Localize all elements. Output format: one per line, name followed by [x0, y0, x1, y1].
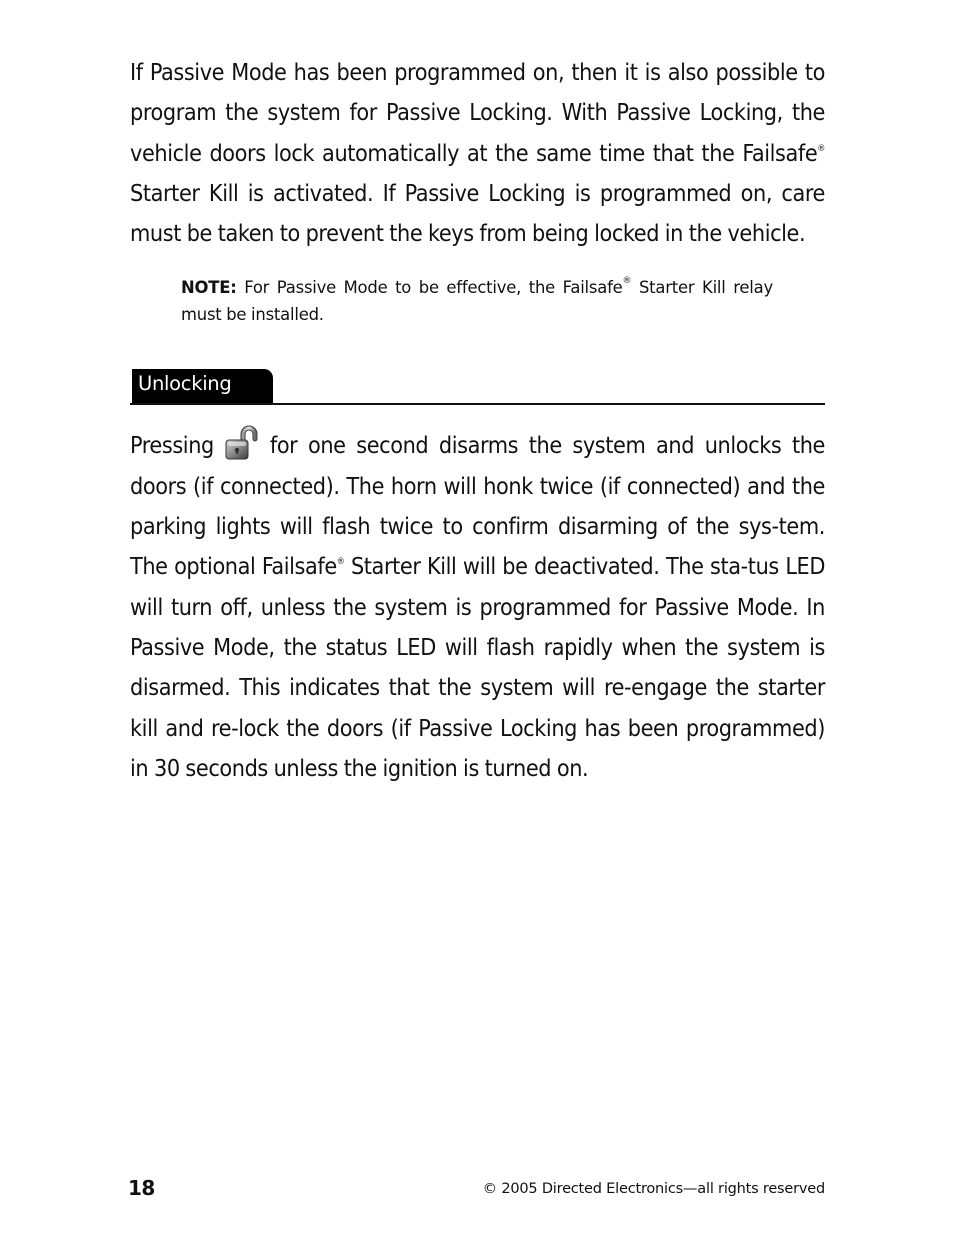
- copyright-notice: © 2005 Directed Electronics—all rights reserved: [482, 1181, 825, 1197]
- registered-mark: ®: [622, 276, 632, 287]
- unlocking-paragraph: [130, 425, 825, 789]
- note-text-part2: Starter Kill relay must be installed.: [181, 278, 773, 324]
- note-label: NOTE:: [181, 278, 237, 298]
- note-paragraph: [181, 275, 773, 328]
- intro-text-part1: If Passive Mode has been programmed on, then it is also possible to program the system for Passive Locking. With Passive Locking, the vehicle doors lock automatically at the same time that the Failsafe: [130, 59, 825, 167]
- section-title: Unlocking: [132, 369, 273, 403]
- intro-paragraph: [130, 53, 825, 254]
- unlock-icon: [224, 425, 258, 461]
- registered-mark: ®: [336, 557, 345, 568]
- page-number: 18: [128, 1176, 155, 1200]
- intro-text-part2: Starter Kill is activated. If Passive Locking is programmed on, care must be taken to prevent the keys from being locked in the vehicle.: [130, 179, 825, 248]
- unlocking-text-part2: Starter Kill will be deactivated. The sta-tus LED will turn off, unless the system is programmed for Passive Mode. In Passive Mode, the status LED will flash rapidly when the system is disarmed. This indicates that the system will re-engage the starter kill and re-lock the doors (if Passive Locking has been programmed) in 30 seconds unless the ignition is turned on.: [130, 553, 825, 782]
- unlocking-text-part1: for one second disarms the system and unlocks the doors (if connected). The horn will honk twice (if connected) and the parking lights will flash twice to confirm disarming of the sys-tem. The optional Failsafe: [130, 432, 825, 581]
- registered-mark: ®: [817, 143, 825, 154]
- unlocking-pressing: Pressing: [130, 432, 214, 460]
- section-header: [130, 367, 825, 405]
- page-content: [130, 53, 825, 789]
- note-text-part1: For Passive Mode to be effective, the Failsafe: [236, 278, 623, 298]
